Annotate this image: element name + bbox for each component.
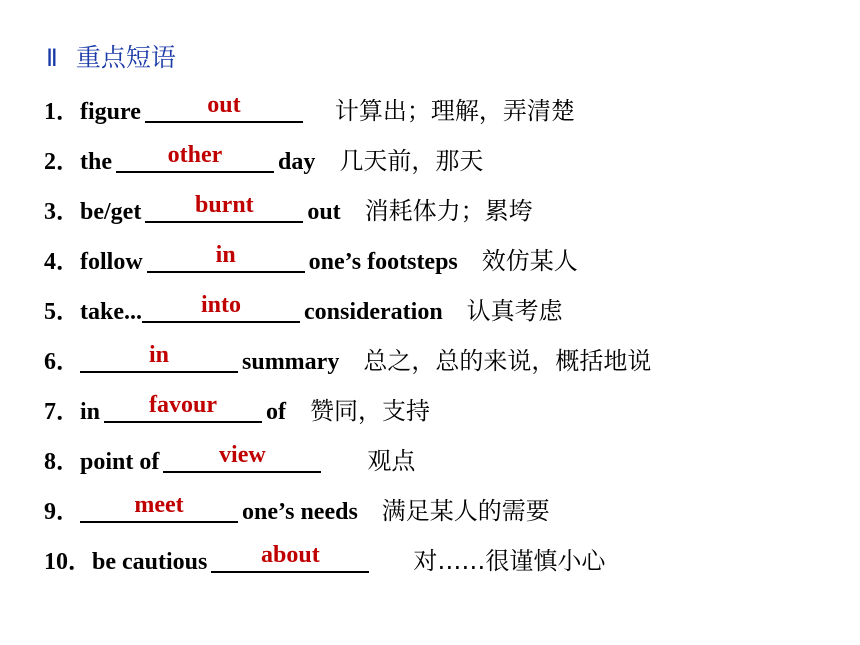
phrase-row-3	[44, 186, 533, 226]
phrase-before: follow	[80, 249, 143, 275]
answer-text: into	[200, 292, 241, 318]
phrase-meaning: 对……很谨慎小心	[413, 547, 606, 575]
item-number: 8．	[44, 449, 80, 475]
answer-text: meet	[134, 492, 184, 518]
answer-blank	[145, 93, 303, 123]
item-number: 7．	[44, 399, 80, 425]
item-number: 1．	[44, 99, 80, 125]
phrase-before: figure	[80, 99, 141, 125]
phrase-row-8	[44, 436, 415, 476]
phrase-after: out	[307, 199, 341, 225]
phrase-meaning: 认真考虑	[466, 297, 563, 325]
phrase-row-7	[44, 386, 430, 426]
phrase-after: day	[278, 149, 316, 175]
answer-blank	[211, 543, 369, 573]
phrase-meaning: 几天前，那天	[339, 147, 484, 175]
answer-text: in	[148, 342, 169, 368]
phrase-before: in	[80, 399, 101, 425]
answer-text: in	[215, 242, 236, 268]
section-heading	[46, 38, 176, 74]
answer-blank	[145, 193, 303, 223]
answer-text: view	[219, 442, 266, 468]
phrase-after: of	[266, 399, 287, 425]
item-number: 6．	[44, 349, 80, 375]
answer-blank	[80, 343, 238, 373]
phrase-before: point of	[80, 449, 160, 475]
answer-text: favour	[149, 392, 218, 418]
phrase-row-6	[44, 336, 651, 376]
section-title: 重点短语	[75, 43, 176, 72]
phrase-after: summary	[242, 349, 340, 375]
phrase-row-5	[44, 286, 563, 326]
answer-blank	[163, 443, 321, 473]
phrase-meaning: 满足某人的需要	[381, 497, 550, 525]
item-number: 3．	[44, 199, 80, 225]
phrase-row-10	[44, 536, 605, 576]
phrase-meaning: 总之，总的来说，概括地说	[363, 347, 652, 375]
answer-blank	[147, 243, 305, 273]
phrase-row-1	[44, 86, 575, 126]
phrase-meaning: 计算出；理解，弄清楚	[334, 97, 575, 125]
roman-numeral: Ⅱ	[46, 46, 58, 72]
phrase-meaning: 观点	[367, 447, 416, 475]
phrase-after: one’s needs	[242, 499, 358, 525]
answer-text: other	[167, 142, 223, 168]
phrase-after: consideration	[304, 299, 443, 325]
item-number: 4．	[44, 249, 80, 275]
answer-blank	[116, 143, 274, 173]
answer-text: about	[261, 542, 320, 568]
item-number: 10．	[44, 549, 92, 575]
answer-text: out	[207, 92, 241, 118]
answer-text: burnt	[194, 192, 254, 218]
phrase-row-4	[44, 236, 578, 276]
answer-blank	[104, 393, 262, 423]
item-number: 5．	[44, 299, 80, 325]
phrase-row-2	[44, 136, 483, 176]
item-number: 9．	[44, 499, 80, 525]
item-number: 2．	[44, 149, 80, 175]
phrase-meaning: 消耗体力；累垮	[364, 197, 533, 225]
phrase-before: be cautious	[92, 549, 208, 575]
phrase-before: be/get	[80, 199, 142, 225]
phrase-after: one’s footsteps	[308, 249, 458, 275]
phrase-before: the	[80, 149, 112, 175]
phrase-row-9	[44, 486, 550, 526]
answer-blank	[80, 493, 238, 523]
phrase-before: take...	[80, 299, 142, 325]
phrase-meaning: 效仿某人	[481, 247, 578, 275]
answer-blank	[142, 293, 300, 323]
phrase-meaning: 赞同，支持	[310, 397, 431, 425]
